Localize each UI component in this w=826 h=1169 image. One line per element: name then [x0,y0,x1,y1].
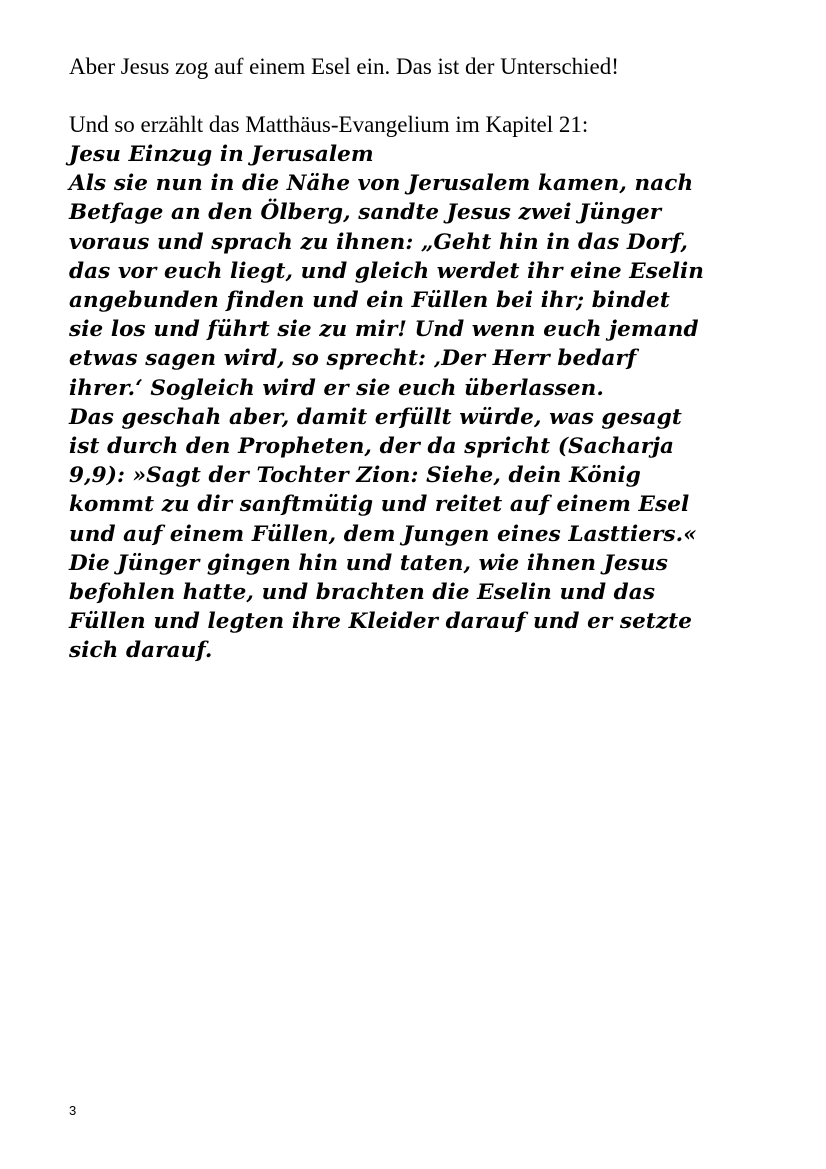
passage-line: das vor euch liegt, und gleich werdet ihr eine Eselin [69,258,705,284]
passage-line: voraus und sprach zu ihnen: „Geht hin in das Dorf, [69,229,688,255]
scripture-passage [69,140,789,666]
passage-line: und auf einem Füllen, dem Jungen eines Lasttiers.« [69,521,697,547]
passage-line: 9,9): »Sagt der Tochter Zion: Siehe, dein König [69,463,641,489]
passage-line: sich darauf. [69,638,213,664]
passage-line: Die Jünger gingen hin und taten, wie ihnen Jesus [69,550,668,576]
intro-sentence: Aber Jesus zog auf einem Esel ein. Das ist der Unterschied! [69,54,619,79]
passage-line: kommt zu dir sanftmütig und reitet auf einem Esel [69,492,690,518]
passage-line: Füllen und legten ihre Kleider darauf und er setzte [69,609,693,635]
passage-line: ist durch den Propheten, der da spricht (Sacharja [69,434,675,460]
passage-title: Jesu Einzug in Jerusalem [69,142,374,167]
page-number: 3 [69,1103,77,1118]
passage-line: befohlen hatte, und brachten die Eselin und das [69,580,656,606]
passage-line: Das geschah aber, damit erfüllt würde, was gesagt [69,404,682,430]
passage-line: ihrer.‘ Sogleich wird er sie euch überlassen. [69,375,604,401]
passage-line: Als sie nun in die Nähe von Jerusalem kamen, nach [69,171,694,197]
passage-line: Betfage an den Ölberg, sandte Jesus zwei Jünger [69,200,662,226]
passage-line: etwas sagen wird, so sprecht: ‚Der Herr bedarf [69,346,637,372]
passage-line: angebunden finden und ein Füllen bei ihr; bindet [69,288,670,314]
lead-sentence: Und so erzählt das Matthäus-Evangelium im Kapitel 21: [69,112,589,137]
passage-line: sie los und führt sie zu mir! Und wenn euch jemand [69,317,699,343]
